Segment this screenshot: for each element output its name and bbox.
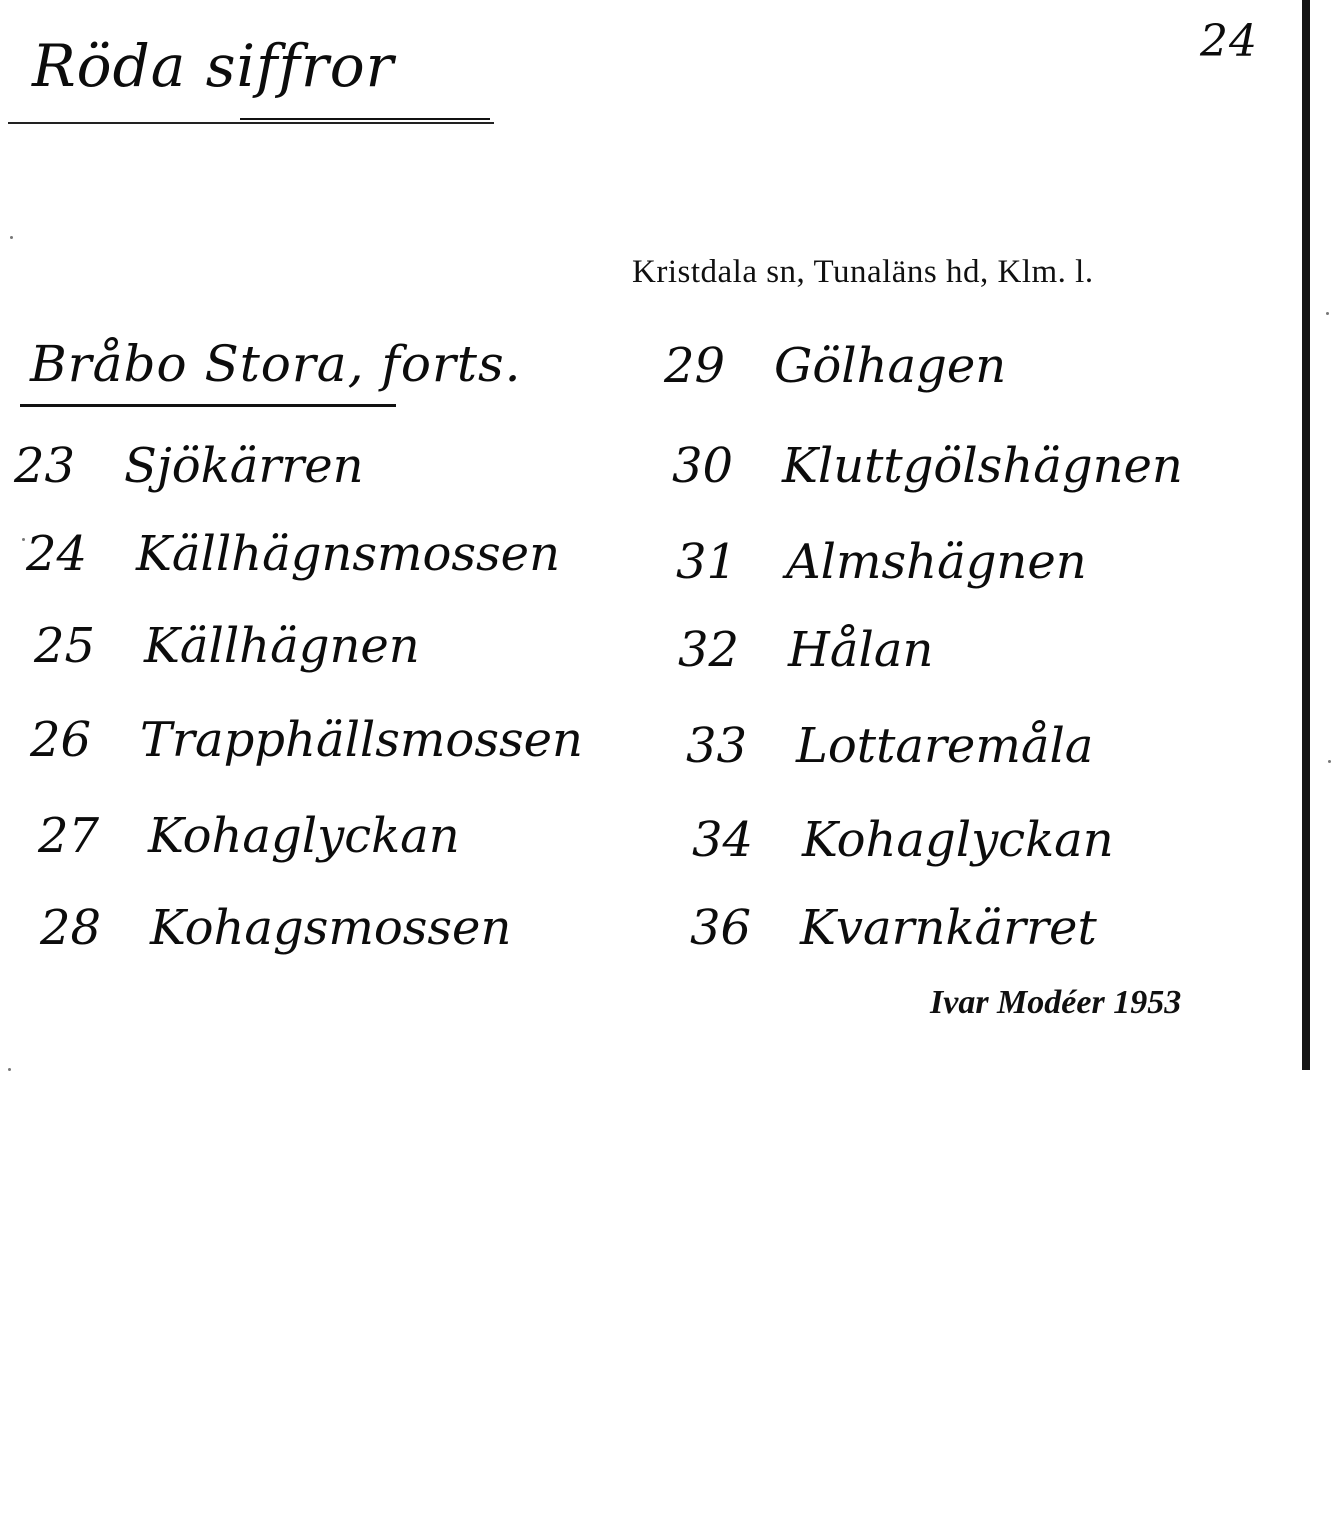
scan-speck [1328,760,1331,763]
scan-speck [22,538,25,541]
list-item [692,812,1114,868]
scan-speck [10,236,13,239]
list-item [30,712,583,768]
locality-line: Kristdala sn, Tunaläns hd, Klm. l. [632,254,1094,290]
list-item [14,438,364,494]
entry-name: Gölhagen [774,338,1007,394]
card-right-border [1302,0,1310,1070]
list-item [34,618,420,674]
header-rule [8,122,494,124]
entry-number: 28 [40,900,102,956]
list-item [676,534,1087,590]
list-item [686,718,1093,774]
entry-number: 23 [14,438,76,494]
entry-name: Trapphällsmossen [140,712,583,768]
scan-speck [1326,312,1329,315]
farm-underline [20,404,396,407]
entry-number: 32 [678,622,740,678]
entry-name: Lottaremåla [796,718,1094,774]
list-item [664,338,1006,394]
entry-name: Kohagsmossen [150,900,512,956]
scan-speck [8,1068,11,1071]
entry-number: 31 [676,534,738,590]
card-title: Röda siffror [32,32,395,100]
list-item [678,622,933,678]
entry-number: 24 [26,526,88,582]
entry-name: Hålan [788,622,934,678]
entry-number: 25 [34,618,96,674]
entry-number: 33 [686,718,748,774]
entry-number: 26 [30,712,92,768]
entry-number: 34 [692,812,754,868]
title-underline [240,118,490,120]
farm-heading: Bråbo Stora, forts. [30,335,522,393]
list-item [38,808,460,864]
list-item [690,900,1097,956]
author-signature: Ivar Modéer 1953 [930,984,1182,1021]
entry-name: Sjökärren [124,438,364,494]
entry-number: 29 [664,338,726,394]
entry-name: Almshägnen [786,534,1087,590]
list-item [40,900,511,956]
entry-name: Källhägnen [144,618,420,674]
entry-number: 36 [690,900,752,956]
entry-number: 27 [38,808,100,864]
entry-number: 30 [672,438,734,494]
entry-name: Kohaglyckan [802,812,1114,868]
entry-name: Kluttgölshägnen [782,438,1183,494]
list-item [26,526,560,582]
list-item [672,438,1183,494]
entry-name: Källhägnsmossen [136,526,560,582]
entry-name: Kohaglyckan [148,808,460,864]
entry-name: Kvarnkärret [800,900,1097,956]
card-number: 24 [1200,16,1258,67]
